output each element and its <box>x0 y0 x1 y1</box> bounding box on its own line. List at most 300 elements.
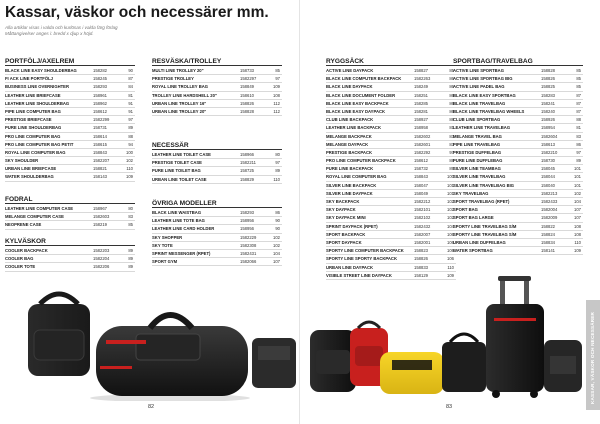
product-name: BLACK LINE DOCUMENT FOLDER <box>326 92 396 98</box>
product-price: 89 <box>128 264 133 270</box>
product-name: BLACK LINE TRAVELBAG <box>453 100 506 106</box>
product-price: 100 <box>126 149 133 155</box>
product-name: LEATHER LINE TOILET CASE <box>152 152 211 157</box>
product-name: CLUB LINE BACKPACK <box>326 117 374 123</box>
product-name: SILVER LINE TRAVELBAG BIG <box>453 182 515 188</box>
product-name: SPRINT MESSENGER (RPET) <box>152 250 211 256</box>
product-code: 158833 <box>414 264 428 270</box>
product-code: 158956 <box>240 226 254 232</box>
page-subtitle-line-2: Måttangivelser anges i: bredd x djup x höjd. <box>5 31 94 36</box>
product-code: 1582432 <box>414 223 431 229</box>
product-row <box>453 108 583 116</box>
category-title: RESVÄSKA/TROLLEY <box>152 58 282 66</box>
product-price: 91 <box>128 108 133 114</box>
product-name: BLACK LINE EASY DAYPACK <box>326 108 386 114</box>
product-row <box>326 173 456 181</box>
product-price: 85 <box>576 84 581 90</box>
product-price: 107 <box>574 215 581 221</box>
product-row <box>152 100 282 108</box>
category-kylvaskor <box>5 238 135 272</box>
product-row <box>152 75 282 83</box>
product-price: 97 <box>576 149 581 155</box>
product-name: COOLER BACKPACK <box>5 248 48 253</box>
product-row <box>326 108 456 116</box>
product-name: MELANGE DAYPACK <box>326 141 369 147</box>
product-name: SKY TRAVELBAG <box>453 190 489 196</box>
product-price: 89 <box>128 125 133 131</box>
product-price: 83 <box>576 133 581 139</box>
product-row <box>152 176 282 184</box>
product-price: 102 <box>273 234 280 240</box>
product-name: PRO LINE COMPUTER BAG PETIT <box>5 141 74 147</box>
product-price: 87 <box>576 100 581 106</box>
product-code: 1582009 <box>541 215 558 221</box>
product-price: 90 <box>275 226 280 232</box>
product-row <box>326 133 456 141</box>
product-photo-luggage-collection <box>300 270 586 402</box>
page-number-left: 82 <box>148 404 155 410</box>
product-name: SPORT DAYPACK <box>326 239 362 245</box>
product-code: 158732 <box>414 166 428 172</box>
product-code: 158821 <box>93 166 107 172</box>
product-code: 158826 <box>541 76 555 82</box>
product-price: 109 <box>574 248 581 254</box>
product-price: 97 <box>275 76 280 82</box>
product-code: 158843 <box>93 149 107 155</box>
product-name: LEATHER LINE BRIEFCASE <box>5 92 61 98</box>
product-name: PRESTIGE BRIEFCASE <box>5 117 52 123</box>
product-row <box>453 133 583 141</box>
product-price: 89 <box>128 248 133 253</box>
product-price: 83 <box>449 141 454 147</box>
product-name: MELANGE COMPUTER CASE <box>5 214 64 220</box>
product-row <box>326 239 456 247</box>
product-price: 108 <box>574 231 581 237</box>
product-row <box>326 67 456 75</box>
product-name: WATER SHOULDERBAG <box>5 174 54 180</box>
product-row <box>326 92 456 100</box>
product-price: 88 <box>449 158 454 164</box>
product-row <box>152 92 282 100</box>
product-name: ROYAL LINE COMPUTER BAG <box>5 149 66 155</box>
product-name: LEATHER LINE TOTE BAG <box>152 218 205 224</box>
product-code: 158612 <box>93 108 107 114</box>
product-row <box>326 198 456 206</box>
product-price: 87 <box>576 108 581 114</box>
product-row <box>326 124 456 132</box>
product-price: 97 <box>275 160 280 166</box>
product-name: BLACK LINE WAISTBAG <box>152 210 202 215</box>
product-name: SILVER LINE TRAVELBAG <box>453 174 506 180</box>
product-name: URBAN LINE DAYPACK <box>326 264 373 270</box>
product-code: 1582431 <box>240 250 257 256</box>
product-code: 158967 <box>93 206 107 211</box>
product-code: 158926 <box>541 117 555 123</box>
product-row <box>152 217 282 225</box>
product-row <box>453 141 583 149</box>
product-price: 101 <box>574 166 581 172</box>
product-name: PURE LINE SHOULDERBAG <box>5 125 62 131</box>
product-row <box>453 206 583 214</box>
product-name: ACTIVE LINE SPORTBAG <box>453 68 504 73</box>
product-price: 97 <box>449 149 454 155</box>
product-row <box>326 116 456 124</box>
category-title: SPORTBAG/TRAVELBAG <box>453 58 583 66</box>
product-name: LEATHER LINE BACKPACK <box>326 125 381 131</box>
product-price: 102 <box>447 199 454 204</box>
product-row <box>152 234 282 242</box>
product-name: SKY DAYPACK <box>326 207 356 213</box>
product-code: 158283 <box>541 92 555 98</box>
product-row <box>326 223 456 231</box>
product-price: 106 <box>447 256 454 262</box>
product-row <box>5 247 135 255</box>
category-portfolj <box>5 58 135 182</box>
product-row <box>5 213 135 221</box>
product-price: 86 <box>576 141 581 147</box>
product-code: 158730 <box>541 158 555 164</box>
product-row <box>5 165 135 173</box>
product-row <box>5 124 135 132</box>
product-name: ACTIVE LINE DAYPACK <box>326 68 374 73</box>
product-price: 110 <box>574 239 581 245</box>
product-name: BLACK LINE EASY SHOULDERBAG <box>5 68 77 73</box>
product-name: SPORTY LINE TRAVELBAG S/M <box>453 223 517 229</box>
product-row <box>326 141 456 149</box>
right-page <box>300 0 600 424</box>
product-row <box>5 255 135 263</box>
product-price: 84 <box>128 84 133 90</box>
product-code: 158849 <box>240 84 254 90</box>
product-row <box>152 167 282 175</box>
product-name: PRESTIGE TOILET CASE <box>152 160 202 166</box>
product-name: PURE LINE DUFFLEBAG <box>453 158 503 164</box>
category-ovriga <box>152 200 282 266</box>
product-name: ACTIVE LINE SPORTBAG BIG <box>453 76 513 82</box>
product-code: 158829 <box>240 176 254 182</box>
product-code: 158040 <box>541 182 555 188</box>
product-code: 1582210 <box>541 149 558 155</box>
product-name: SPORT GYM <box>152 259 178 265</box>
section-side-tab <box>586 300 600 410</box>
product-price: 102 <box>126 158 133 164</box>
product-code: 158610 <box>240 92 254 98</box>
product-code: 158822 <box>541 223 555 229</box>
product-price: 83 <box>449 133 454 139</box>
product-row <box>5 116 135 124</box>
product-row <box>453 223 583 231</box>
product-row <box>326 149 456 157</box>
product-row <box>453 182 583 190</box>
product-row <box>453 100 583 108</box>
product-row <box>453 190 583 198</box>
product-row <box>5 149 135 157</box>
product-code: 158129 <box>414 272 428 278</box>
product-code: 158143 <box>93 174 107 180</box>
product-name: URBAN LINE TOILET CASE <box>152 176 207 182</box>
product-code: 158966 <box>240 152 254 157</box>
product-row <box>152 67 282 75</box>
product-price: 101 <box>447 182 454 188</box>
product-code: 158245 <box>93 76 107 82</box>
product-price: 108 <box>574 223 581 229</box>
product-row <box>453 67 583 75</box>
black-tote-silhouette <box>442 334 486 392</box>
product-code: 158834 <box>541 239 555 245</box>
black-daypack-silhouette <box>544 340 582 392</box>
product-price: 104 <box>574 199 581 204</box>
product-name: URBAN LINE TROLLEY 20" <box>152 108 207 114</box>
product-row <box>453 75 583 83</box>
product-name: NEOPRENE CASE <box>5 222 42 228</box>
product-price: 85 <box>449 68 454 73</box>
product-price: 109 <box>447 272 454 278</box>
product-name: MELANGE TRAVEL BAG <box>453 133 502 139</box>
product-name: SPORTY LINE TRAVELBAG S/M <box>453 231 517 237</box>
product-code: 1582433 <box>541 199 558 204</box>
product-name: LEATHER LINE CARD HOLDER <box>152 226 215 232</box>
product-code: 158249 <box>414 84 428 90</box>
product-price: 89 <box>449 166 454 172</box>
product-price: 106 <box>447 239 454 245</box>
product-name: ACTIVE LINE PADEL BAG <box>453 84 505 90</box>
product-code: 158045 <box>541 166 555 172</box>
product-row <box>326 100 456 108</box>
product-name: WATER SPORTBAG <box>453 248 493 254</box>
product-code: 158282 <box>93 68 107 73</box>
page-title: Kassar, väskor och necessärer mm. <box>5 4 269 21</box>
product-code: 158281 <box>414 108 428 114</box>
product-code: 158614 <box>93 133 107 139</box>
product-name: ROYAL LINE COMPUTER BAG <box>326 174 387 180</box>
product-name: SILVER LINE BACKPACK <box>326 182 377 188</box>
product-code: 158613 <box>541 141 555 147</box>
product-code: 158251 <box>414 92 428 98</box>
product-row <box>453 173 583 181</box>
backpack-silhouette <box>28 294 90 376</box>
product-code: 1582297 <box>240 76 257 82</box>
product-code: 1582308 <box>240 242 257 248</box>
product-name: SPORT BAG LARGE <box>453 215 494 221</box>
product-name: BLACK LINE DAYPACK <box>326 84 373 90</box>
product-code: 158826 <box>240 100 254 106</box>
product-row <box>152 83 282 91</box>
category-title: ÖVRIGA MODELLER <box>152 200 282 208</box>
product-row <box>453 165 583 173</box>
category-fodral <box>5 196 135 230</box>
product-row <box>453 149 583 157</box>
product-name: VISIBLE STREET LINE DAYPACK <box>326 272 392 278</box>
product-price: 107 <box>273 259 280 265</box>
product-name: LEATHER LINE TRAVELBAG <box>453 125 511 131</box>
product-price: 90 <box>275 218 280 224</box>
product-code: 1582603 <box>93 214 110 220</box>
section-side-tab-label: KASSAR, VÄSKOR OCH NECESSÄRER <box>590 311 595 404</box>
product-name: TROLLEY LINE HARDSHELL 20" <box>152 92 217 98</box>
product-price: 86 <box>449 76 454 82</box>
product-price: 88 <box>449 117 454 123</box>
page-subtitle-line-1: Alla artiklar visas i valda och kurlösas i valda färg förlag <box>5 25 118 30</box>
small-bag-silhouette <box>252 338 296 388</box>
product-row <box>5 67 135 75</box>
product-price: 109 <box>273 84 280 90</box>
product-name: PIPE LINE TRAVELBAG <box>453 141 501 147</box>
product-code: 158823 <box>414 248 428 254</box>
product-code: 1582007 <box>414 231 431 237</box>
category-title: NECESSÄR <box>152 142 282 150</box>
product-row <box>152 258 282 266</box>
product-price: 112 <box>273 108 280 114</box>
product-row <box>5 75 135 83</box>
product-code: 158240 <box>541 108 555 114</box>
product-row <box>5 100 135 108</box>
product-price: 102 <box>447 207 454 213</box>
category-title: PORTFÖLJ/AXELREM <box>5 58 135 66</box>
product-row <box>152 159 282 167</box>
product-price: 109 <box>126 174 133 180</box>
product-price: 108 <box>273 92 280 98</box>
product-name: MELANGE BACKPACK <box>326 133 372 139</box>
product-price: 87 <box>576 92 581 98</box>
product-code: 1582204 <box>93 256 110 262</box>
product-price: 80 <box>275 152 280 157</box>
product-code: 158828 <box>240 108 254 114</box>
product-row <box>453 92 583 100</box>
product-code: 1582604 <box>541 133 558 139</box>
product-code: 158843 <box>414 174 428 180</box>
product-price: 101 <box>447 190 454 196</box>
product-row <box>5 263 135 271</box>
product-row <box>453 124 583 132</box>
category-title: RYGGSÄCK <box>326 58 456 66</box>
product-price: 110 <box>273 176 280 182</box>
product-code: 158961 <box>93 92 107 98</box>
product-name: PRESTIGE BACKPACK <box>326 149 372 155</box>
product-code: 1582601 <box>414 141 431 147</box>
product-name: FI ACK LINE PORTFÖLJ <box>5 76 54 82</box>
black-backpack-silhouette <box>310 330 356 392</box>
product-price: 86 <box>449 92 454 98</box>
product-name: PRESTIGE DUFFELBAG <box>453 149 502 155</box>
product-code: 158047 <box>414 182 428 188</box>
product-price: 85 <box>128 222 133 228</box>
product-price: 80 <box>128 206 133 211</box>
product-name: SILVER LINE TEAMBAG <box>453 166 501 172</box>
product-name: SPORTY LINE COMPUTER BACKPACK <box>326 248 404 254</box>
product-price: 104 <box>447 223 454 229</box>
product-name: PURE LINE TOILET BAG <box>152 168 201 174</box>
product-row <box>152 108 282 116</box>
product-price: 81 <box>449 125 454 131</box>
product-price: 85 <box>576 68 581 73</box>
product-row <box>453 239 583 247</box>
product-price: 102 <box>574 190 581 196</box>
product-code: 1582101 <box>414 207 431 213</box>
product-row <box>326 83 456 91</box>
product-code: 1582001 <box>414 239 431 245</box>
product-row <box>326 231 456 239</box>
product-row <box>5 157 135 165</box>
product-row <box>5 141 135 149</box>
product-price: 91 <box>128 100 133 106</box>
product-code: 158962 <box>93 100 107 106</box>
product-name: SKY DAYPACK MINI <box>326 215 366 221</box>
trolley-silhouette <box>486 276 544 398</box>
product-code: 1582203 <box>93 248 110 253</box>
product-row <box>453 231 583 239</box>
product-name: BLACK LINE COMPUTER BACKPACK <box>326 76 402 82</box>
product-row <box>5 205 135 213</box>
product-code: 158285 <box>414 100 428 106</box>
product-name: LEATHER LINE SHOULDERBAG <box>5 100 70 106</box>
category-sportbag <box>453 58 583 255</box>
product-row <box>453 214 583 222</box>
product-code: 158049 <box>414 190 428 196</box>
product-row <box>453 247 583 255</box>
product-price: 107 <box>574 207 581 213</box>
category-title: FODRAL <box>5 196 135 204</box>
product-name: URBAN LINE TROLLEY 16" <box>152 100 207 106</box>
product-name: COOLER TOTE <box>5 264 36 270</box>
product-name: URBAN LINE DUFFELBAG <box>453 239 506 245</box>
product-name: BLACK LINE TRAVELBAG WHEELS <box>453 108 525 114</box>
product-code: 1582602 <box>414 133 431 139</box>
product-row <box>152 250 282 258</box>
product-name: MULTI LINE TROLLEY 20" <box>152 68 204 73</box>
product-name: PRESTIGE TROLLEY <box>152 76 194 82</box>
product-price: 89 <box>576 158 581 164</box>
product-row <box>326 75 456 83</box>
product-name: BUSINESS LINE OVERNIGHTER <box>5 84 69 90</box>
product-name: SKY TOTE <box>152 242 173 248</box>
product-code: 1582292 <box>414 149 431 155</box>
product-name: LEATHER LINE COMPUTER CASE <box>5 206 74 211</box>
product-price: 87 <box>128 76 133 82</box>
product-row <box>152 151 282 159</box>
product-price: 97 <box>128 117 133 123</box>
product-code: 1582207 <box>93 158 110 164</box>
product-price: 110 <box>447 264 454 270</box>
product-code: 158956 <box>240 218 254 224</box>
product-name: PURE LINE BACKPACK <box>326 166 374 172</box>
product-code: 158958 <box>414 125 428 131</box>
category-resvaska <box>152 58 282 116</box>
product-code: 1582212 <box>414 199 431 204</box>
duffel-bag-silhouette <box>90 315 250 401</box>
product-code: 158826 <box>414 256 428 262</box>
product-code: 1582211 <box>240 160 256 166</box>
category-ryggsack <box>326 58 456 280</box>
product-row <box>5 133 135 141</box>
product-code: 158825 <box>541 84 555 90</box>
product-price: 88 <box>576 117 581 123</box>
product-price: 94 <box>128 141 133 147</box>
product-row <box>453 116 583 124</box>
product-row <box>326 206 456 214</box>
product-row <box>326 214 456 222</box>
product-code: 158615 <box>93 141 107 147</box>
product-price: 81 <box>576 125 581 131</box>
product-name: CLUB LINE SPORTBAG <box>453 117 501 123</box>
product-row <box>326 157 456 165</box>
product-code: 158927 <box>414 117 428 123</box>
product-photo-duffel-bags <box>0 286 300 401</box>
page-number-right: 83 <box>446 404 453 410</box>
product-row <box>453 157 583 165</box>
product-price: 83 <box>128 214 133 220</box>
product-price: 100 <box>447 174 454 180</box>
product-row <box>152 209 282 217</box>
